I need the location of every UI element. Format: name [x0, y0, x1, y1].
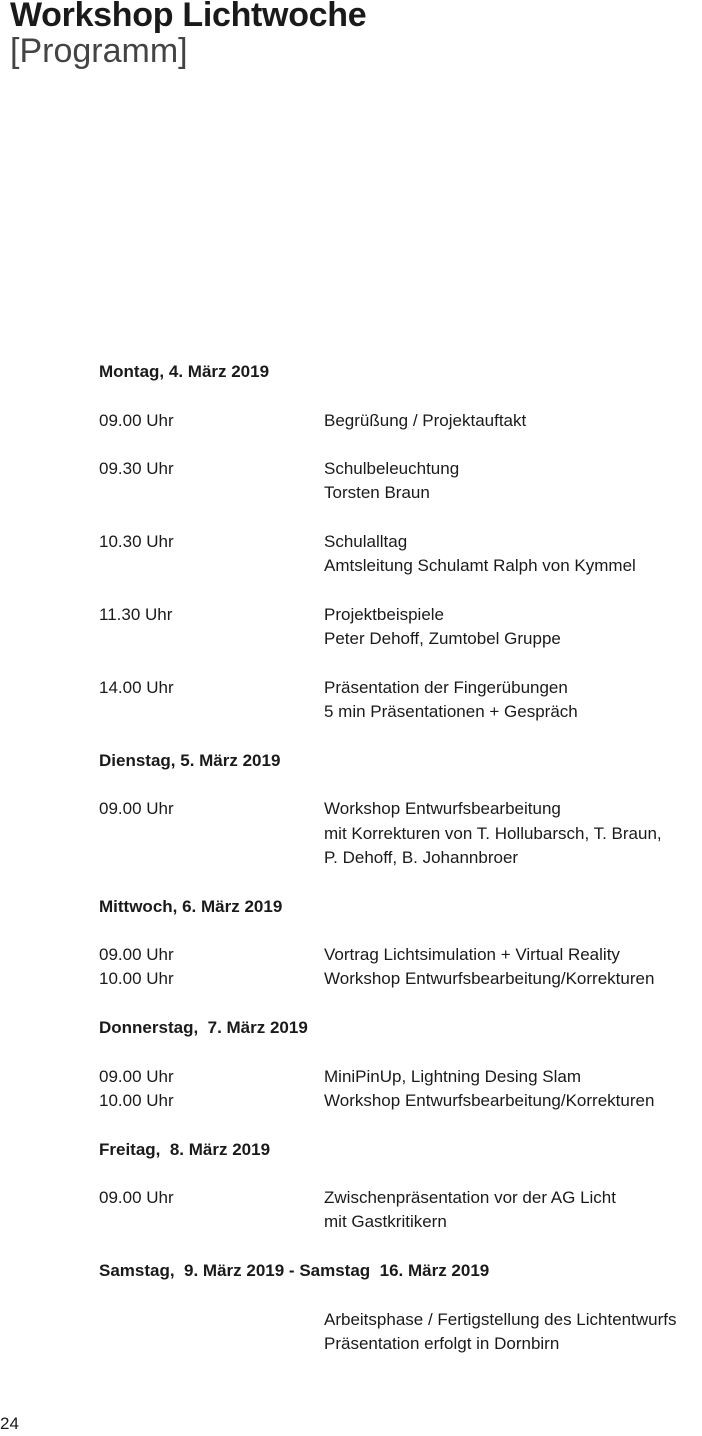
day-heading: Dienstag, 5. März 2019	[99, 750, 281, 770]
entry-time: 10.30 Uhr	[99, 532, 174, 552]
entry-line: Torsten Braun	[324, 483, 430, 503]
schedule-entry	[99, 1186, 699, 1235]
entry-time: 09.00 Uhr	[99, 410, 174, 430]
schedule-entry	[99, 1065, 699, 1089]
page-subtitle: [Programm]	[10, 32, 188, 70]
schedule-entry	[99, 1308, 699, 1357]
page-number: 24	[0, 1414, 19, 1433]
entry-line: Schulbeleuchtung	[324, 459, 460, 479]
day-section	[99, 1259, 699, 1356]
entry-time: 09.00 Uhr	[99, 1066, 174, 1086]
schedule-entry	[99, 409, 699, 433]
entry-line: Peter Dehoff, Zumtobel Gruppe	[324, 629, 561, 649]
schedule-entry	[99, 676, 699, 725]
entry-description	[324, 1308, 699, 1357]
entry-description	[324, 1065, 699, 1089]
entry-line: Präsentation erfolgt in Dornbirn	[324, 1333, 560, 1353]
schedule-entry	[99, 1089, 699, 1113]
entry-description	[324, 1186, 699, 1235]
entry-description	[324, 603, 699, 652]
day-heading: Donnerstag, 7. März 2019	[99, 1018, 308, 1038]
entry-line: Vortrag Lichtsimulation + Virtual Reality	[324, 945, 620, 965]
entry-time	[99, 1308, 324, 1357]
entry-time: 09.00 Uhr	[99, 1188, 174, 1208]
entry-time: 10.00 Uhr	[99, 1090, 174, 1110]
entry-line: MiniPinUp, Lightning Desing Slam	[324, 1066, 582, 1086]
entry-line: Präsentation der Fingerübungen	[324, 677, 568, 697]
day-heading: Montag, 4. März 2019	[99, 362, 270, 381]
entry-line: Workshop Entwurfsbearbeitung	[324, 799, 561, 819]
day-section	[99, 1016, 699, 1113]
entry-description	[324, 1089, 699, 1113]
entry-description	[324, 797, 699, 870]
schedule-entry	[99, 457, 699, 506]
entry-description	[324, 967, 699, 991]
entry-line: Begrüßung / Projektauftakt	[324, 410, 527, 430]
entry-line: mit Gastkritikern	[324, 1212, 447, 1232]
entry-description	[324, 457, 699, 506]
entry-line: Amtsleitung Schulamt Ralph von Kymmel	[324, 556, 636, 576]
entry-line: P. Dehoff, B. Johannbroer	[324, 847, 519, 867]
entry-line: Workshop Entwurfsbearbeitung/Korrekturen	[324, 1090, 655, 1110]
entry-time: 11.30 Uhr	[99, 604, 173, 624]
schedule-entry	[99, 603, 699, 652]
day-section	[99, 1138, 699, 1235]
entry-line: Zwischenpräsentation vor der AG Licht	[324, 1188, 616, 1208]
day-heading: Freitag, 8. März 2019	[99, 1139, 271, 1159]
entry-line: mit Korrekturen von T. Hollubarsch, T. Braun,	[324, 823, 662, 843]
entry-time: 09.00 Uhr	[99, 799, 174, 819]
schedule-entry	[99, 797, 699, 870]
entry-description	[324, 676, 699, 725]
entry-line: Workshop Entwurfsbearbeitung/Korrekturen	[324, 969, 655, 989]
entry-description	[324, 409, 699, 433]
entry-time: 14.00 Uhr	[99, 677, 174, 697]
day-heading: Mittwoch, 6. März 2019	[99, 896, 283, 916]
entry-description	[324, 530, 699, 579]
entry-line: Arbeitsphase / Fertigstellung des Lichtentwurfs	[324, 1309, 677, 1329]
page-title: Workshop Lichtwoche	[10, 0, 367, 34]
schedule-entry	[99, 530, 699, 579]
day-section	[99, 749, 699, 870]
entry-time: 10.00 Uhr	[99, 969, 174, 989]
entry-line: Schulalltag	[324, 532, 408, 552]
entry-time: 09.00 Uhr	[99, 945, 174, 965]
day-section	[99, 360, 699, 724]
schedule-entry	[99, 967, 699, 991]
schedule	[99, 360, 699, 1380]
day-section	[99, 895, 699, 992]
schedule-entry	[99, 943, 699, 967]
entry-line: 5 min Präsentationen + Gespräch	[324, 702, 578, 722]
entry-description	[324, 943, 699, 967]
entry-line: Projektbeispiele	[324, 604, 445, 624]
entry-time: 09.30 Uhr	[99, 459, 174, 479]
day-heading: Samstag, 9. März 2019 - Samstag 16. März 2019	[99, 1260, 490, 1280]
